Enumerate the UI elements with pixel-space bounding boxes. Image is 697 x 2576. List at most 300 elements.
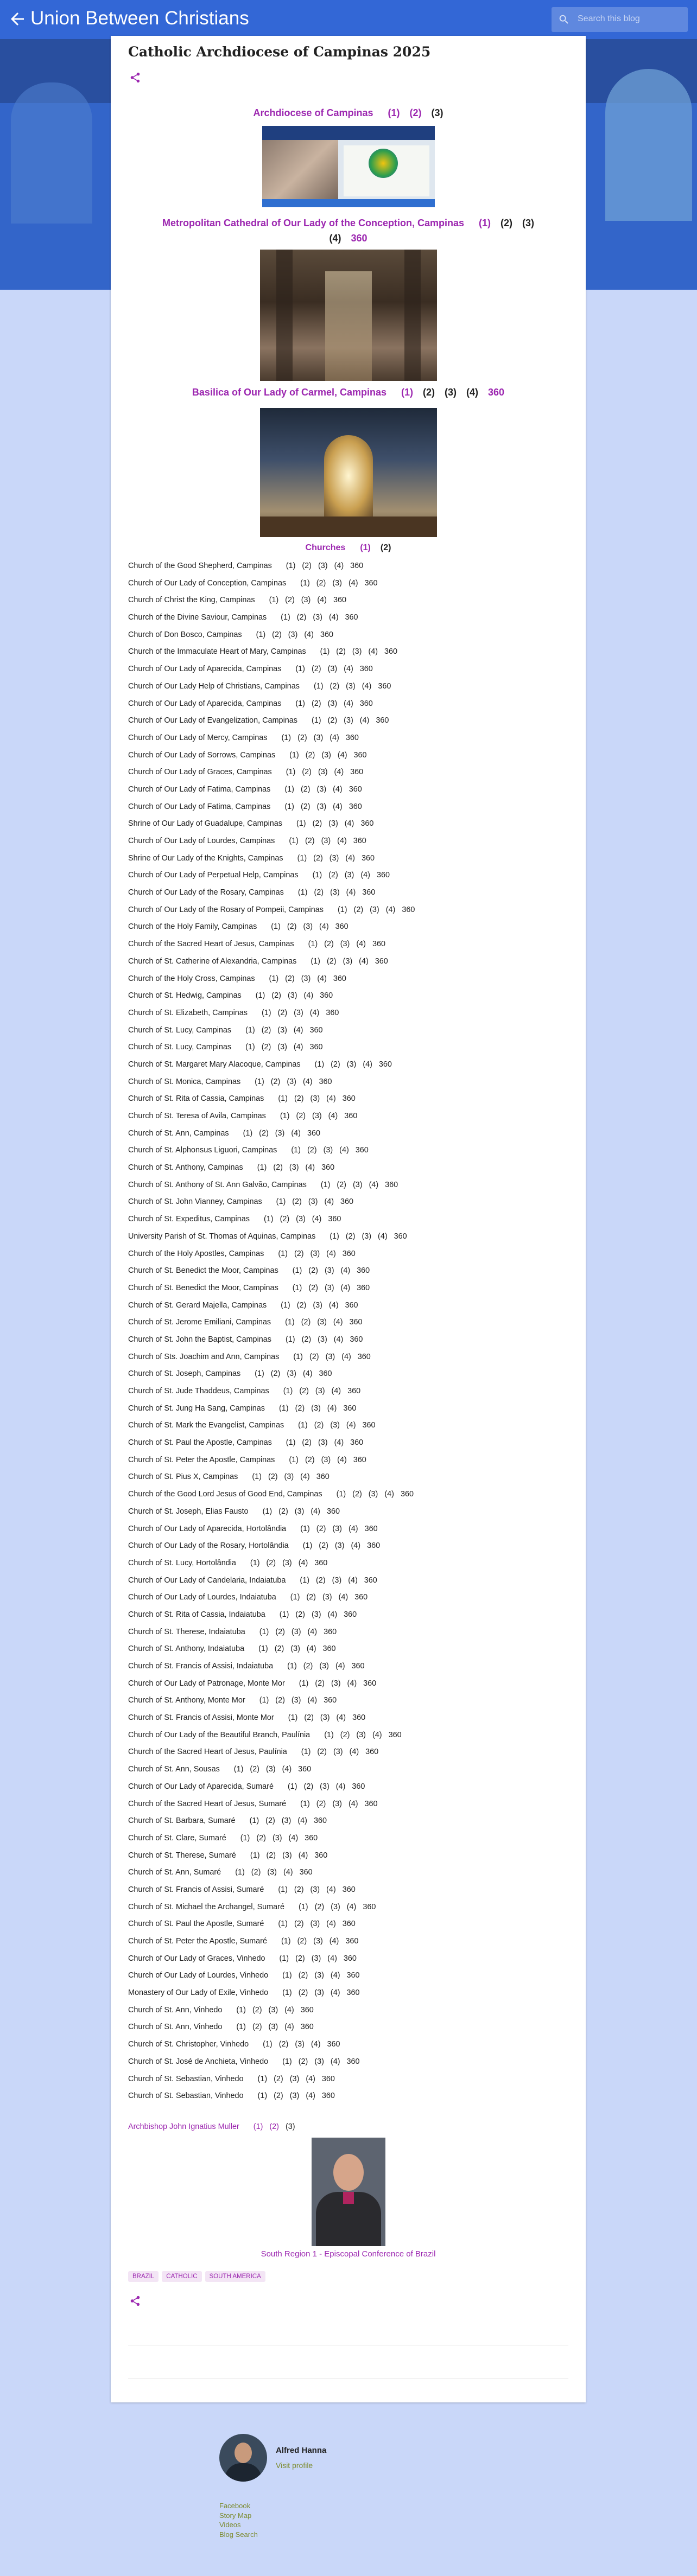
photo-ref: (3) <box>370 905 379 914</box>
photo-ref: (1) <box>271 922 281 932</box>
photo-ref: (1) <box>285 1335 295 1344</box>
photo-ref: (2) <box>298 1971 308 1980</box>
photo-link-2[interactable]: (2) <box>409 107 422 118</box>
photo-ref: (1) <box>283 1387 293 1395</box>
archbishop-portrait[interactable] <box>312 2138 385 2246</box>
photo-ref: (3) <box>368 1490 378 1499</box>
photo-ref: (4) <box>346 1421 356 1430</box>
list-item <box>128 799 573 816</box>
photo-link-1[interactable]: (1) <box>401 387 414 398</box>
photo-ref: (2) <box>314 1902 325 1911</box>
photo-ref: (1) <box>276 1197 286 1207</box>
list-item <box>128 815 573 833</box>
photo-ref: (2) <box>265 1816 275 1826</box>
photo-ref: (1) <box>236 2005 246 2014</box>
photo-ref: (2) <box>307 1146 317 1155</box>
photo-nave <box>325 271 372 381</box>
church-name: Shrine of Our Lady of Guadalupe, Campinas <box>128 819 282 828</box>
photo-ref: (4) <box>334 768 344 777</box>
tour-360-ref: 360 <box>350 1438 364 1448</box>
tour-360-ref: 360 <box>385 1180 398 1189</box>
photo-ref: (4) <box>385 905 396 914</box>
list-item <box>128 1521 573 1538</box>
list-item <box>128 1589 573 1606</box>
profile-links <box>219 2501 258 2539</box>
photo-ref: (2) <box>295 1610 305 1619</box>
tour-360-ref: 360 <box>333 596 346 605</box>
list-item <box>128 1074 573 1091</box>
tour-360-ref: 360 <box>355 1146 369 1155</box>
photo-ref: (2) <box>297 1937 307 1946</box>
photo-ref: (3) <box>321 837 331 845</box>
photo-ref: (2) <box>296 1300 307 1310</box>
tour-360-ref: 360 <box>327 2040 340 2049</box>
hero-decoration-left <box>11 82 92 224</box>
photo-ref: (4) <box>337 1455 347 1464</box>
photo-ref: (1) <box>263 1215 274 1224</box>
church-name: Church of Christ the King, Campinas <box>128 596 255 605</box>
photo-ref: (1) <box>284 785 294 794</box>
photo-column-left <box>276 250 293 381</box>
archbishop-link[interactable]: Archbishop John Ignatius Muller <box>128 2122 239 2131</box>
tour-360-ref: 360 <box>299 1868 313 1877</box>
photo-ref: (4) <box>309 1008 320 1017</box>
tour-360-ref: 360 <box>364 578 378 588</box>
list-item <box>128 1538 573 1555</box>
visit-profile-link[interactable]: Visit profile <box>276 2461 313 2470</box>
nav-link-facebook[interactable]: Facebook <box>219 2502 251 2510</box>
tour-360-ref: 360 <box>354 1593 368 1602</box>
photo-ref: (2) <box>275 1696 285 1705</box>
tour-360-ref: 360 <box>378 681 391 691</box>
photo-ref: (2) <box>266 1558 276 1567</box>
photo-ref: (4) <box>348 1576 358 1585</box>
photo-ref: (2) <box>311 665 321 674</box>
photo-ref: (4) <box>298 1558 308 1567</box>
section-link-basilica[interactable]: Basilica of Our Lady of Carmel, Campinas <box>192 387 387 398</box>
list-item <box>128 833 573 850</box>
photo-ref: (1) <box>324 1730 334 1739</box>
photo-ref: (1) <box>281 1300 290 1310</box>
photo-ref: (4) <box>344 665 353 674</box>
photo-ref: (2) <box>304 1713 314 1723</box>
tour-360-ref: 360 <box>342 1885 356 1894</box>
list-item <box>128 1091 573 1108</box>
photo-ref: (1) <box>252 1472 262 1482</box>
tour-360-ref: 360 <box>359 699 373 708</box>
photo-ref: (1) <box>258 1644 268 1654</box>
list-item <box>128 764 573 781</box>
share-icon[interactable] <box>129 2295 141 2307</box>
photo-ref: (3) <box>327 699 338 708</box>
photo-ref: (2) <box>252 2023 262 2032</box>
tour-360-ref: 360 <box>305 1833 318 1842</box>
photo-ref: (4) <box>328 1112 338 1120</box>
church-name: Church of St. Joseph, Campinas <box>128 1369 241 1379</box>
photo-ref: (3) <box>295 2040 305 2049</box>
photo-ref: (2) <box>319 1541 328 1551</box>
photo-ref: (2) <box>278 1507 288 1516</box>
photo-ref: (3) <box>318 1335 327 1344</box>
photo-ref: (2) <box>292 1197 302 1207</box>
photo-ref: (3) <box>340 940 350 949</box>
photo-ref: (4) <box>368 647 378 656</box>
photo-ref: (1) <box>314 1060 325 1069</box>
photo-ref: (3) <box>316 785 327 794</box>
photo-ref: (4) <box>317 974 327 983</box>
list-item <box>128 1710 573 1727</box>
photo-ref: (4) <box>356 940 366 949</box>
photo-ref: (3) <box>318 1438 328 1448</box>
photo-ref: (4) <box>302 1369 313 1379</box>
list-item <box>128 1692 573 1710</box>
church-name: Church of the Sacred Heart of Jesus, Campinas <box>128 940 294 949</box>
tour-360-ref: 360 <box>363 1679 377 1688</box>
list-item <box>128 1830 573 1847</box>
photo-ref: (4) <box>346 888 356 897</box>
photo-ref: (1) <box>278 1249 288 1258</box>
church-name: Church of Don Bosco, Campinas <box>128 630 242 639</box>
list-item <box>128 987 573 1005</box>
photo-ref: (3) <box>325 1352 335 1361</box>
photo-ref: (4) <box>317 596 327 605</box>
photo-ref: (4) <box>306 2074 315 2083</box>
tour-360-ref: 360 <box>314 1558 328 1567</box>
church-name: Church of St. Anthony of St. Ann Galvão, Campinas <box>128 1180 307 1189</box>
photo-ref: (3) <box>287 1077 296 1086</box>
list-item <box>128 1624 573 1641</box>
photo-ref: (3) <box>321 1455 331 1464</box>
tour-360-ref: 360 <box>321 2092 335 2101</box>
photo-ref: (3) <box>308 1197 318 1207</box>
photo-ref: (1) <box>286 562 296 570</box>
tour-360-ref: 360 <box>357 1352 371 1361</box>
portrait-collar <box>343 2192 354 2204</box>
photo-ref: (4) <box>297 1816 307 1826</box>
photo-ref: (1) <box>250 1558 260 1567</box>
list-item <box>128 884 573 902</box>
photo-ref: (3) <box>312 1112 322 1120</box>
photo-ref: (3) <box>328 819 338 828</box>
photo-link-2[interactable]: (2) <box>269 2122 279 2131</box>
list-item <box>128 1280 573 1297</box>
cathedral-interior-photo[interactable] <box>260 250 437 381</box>
list-item <box>128 936 573 953</box>
list-item <box>128 661 573 678</box>
label-chip[interactable]: SOUTH AMERICA <box>205 2271 265 2282</box>
archdiocese-website-image[interactable] <box>262 126 435 207</box>
photo-link-1[interactable]: (1) <box>388 107 400 118</box>
photo-ref-4: (4) <box>329 233 341 244</box>
photo-ref: (1) <box>336 1490 346 1499</box>
photo-ref: (3) <box>320 1782 330 1791</box>
list-item <box>128 1761 573 1778</box>
photo-ref: (1) <box>282 2057 292 2066</box>
photo-ref: (2) <box>302 768 312 777</box>
photo-ref: (4) <box>378 1232 388 1241</box>
tour-360-ref: 360 <box>344 1112 358 1120</box>
profile-name[interactable]: Alfred Hanna <box>276 2446 327 2455</box>
church-name: Church of St. Jude Thaddeus, Campinas <box>128 1387 269 1395</box>
section-link-cathedral[interactable]: Metropolitan Cathedral of Our Lady of the Conception, Campinas <box>162 218 465 228</box>
tour-360-ref: 360 <box>394 1232 407 1241</box>
photo-ref: (3) <box>288 630 298 639</box>
church-name: Church of St. Therese, Sumaré <box>128 1851 236 1860</box>
tour-360-ref: 360 <box>346 1988 360 1998</box>
label-chip[interactable]: BRAZIL <box>128 2271 159 2282</box>
hero-decoration-right <box>605 69 692 221</box>
church-name: Church of Our Lady of Lourdes, Vinhedo <box>128 1971 269 1980</box>
photo-ref: (3) <box>332 1799 342 1808</box>
tour-360-link[interactable]: 360 <box>488 387 505 398</box>
tour-360-ref: 360 <box>351 1662 365 1670</box>
church-name: Church of Our Lady of Graces, Campinas <box>128 768 272 777</box>
church-name: Church of Our Lady of the Rosary, Campinas <box>128 888 284 897</box>
photo-ref: (3) <box>322 1593 332 1602</box>
photo-ref: (2) <box>328 871 338 880</box>
church-name: Church of Our Lady of Lourdes, Campinas <box>128 837 275 845</box>
share-icon[interactable] <box>129 72 141 84</box>
photo-ref: (2) <box>309 1352 319 1361</box>
church-name: Church of St. Monica, Campinas <box>128 1077 241 1086</box>
photo-ref: (1) <box>296 819 306 828</box>
avatar-face <box>235 2443 252 2463</box>
photo-ref: (4) <box>348 1799 358 1808</box>
church-name: Church of St. Peter the Apostle, Sumaré <box>128 1937 267 1946</box>
photo-ref: (4) <box>333 1335 344 1344</box>
photo-pews <box>260 517 437 537</box>
list-item <box>128 1675 573 1693</box>
photo-ref: (3) <box>301 596 311 605</box>
photo-ref: (2) <box>330 681 340 691</box>
search-icon[interactable] <box>558 14 570 25</box>
nav-link-videos[interactable]: Videos <box>219 2521 241 2529</box>
photo-ref: (1) <box>255 1077 264 1086</box>
photo-ref: (2) <box>315 1679 325 1688</box>
photo-ref: (3) <box>323 1146 333 1155</box>
photo-ref: (4) <box>300 1472 310 1482</box>
photo-ref: (2) <box>331 1060 340 1069</box>
tour-360-ref: 360 <box>360 819 374 828</box>
photo-ref: (3) <box>294 1507 305 1516</box>
photo-ref: (1) <box>259 1627 269 1636</box>
nav-link-story-map[interactable]: Story Map <box>219 2511 252 2520</box>
photo-ref: (3) <box>321 750 331 760</box>
tour-360-ref: 360 <box>349 1318 363 1327</box>
photo-ref: (3) <box>346 1060 357 1069</box>
photo-ref: (2) <box>250 1765 259 1774</box>
church-name: Church of St. Mark the Evangelist, Campinas <box>128 1421 284 1430</box>
church-name: Church of the Good Lord Jesus of Good End, Campinas <box>128 1490 322 1499</box>
list-item <box>128 1125 573 1143</box>
list-item <box>128 1796 573 1813</box>
list-item <box>128 1882 573 1899</box>
photo-ref: (3) <box>329 853 339 863</box>
tour-360-ref: 360 <box>400 1490 414 1499</box>
photo-ref: (1) <box>299 1679 309 1688</box>
list-item <box>128 1813 573 1830</box>
photo-ref: (3) <box>327 665 338 674</box>
photo-ref: (2) <box>296 613 307 622</box>
photo-ref: (4) <box>340 1283 351 1292</box>
photo-ref: (1) <box>281 733 292 742</box>
church-name: Church of St. Barbara, Sumaré <box>128 1816 236 1826</box>
photo-ref: (3) <box>344 871 354 880</box>
church-name: Church of the Holy Apostles, Campinas <box>128 1249 264 1258</box>
list-item <box>128 1503 573 1521</box>
list-item <box>128 747 573 764</box>
back-arrow-icon[interactable] <box>8 9 27 29</box>
church-name: Church of St. Paul the Apostle, Campinas <box>128 1438 272 1448</box>
church-name: Church of St. Peter the Apostle, Campinas <box>128 1455 275 1464</box>
photo-ref: (4) <box>284 2023 294 2032</box>
search-input[interactable]: Search this blog <box>578 14 640 23</box>
church-name: Church of Our Lady of Candelaria, Indaiatuba <box>128 1576 286 1585</box>
church-name: Church of St. Hedwig, Campinas <box>128 991 242 1000</box>
list-item <box>128 1349 573 1366</box>
church-name: Church of St. Ann, Sumaré <box>128 1868 221 1877</box>
list-item <box>128 2002 573 2019</box>
photo-ref: (3) <box>268 2023 278 2032</box>
church-name: Church of Our Lady of Evangelization, Campinas <box>128 716 297 725</box>
photo-ref: (1) <box>236 2023 246 2032</box>
tour-360-ref: 360 <box>361 853 375 863</box>
photo-ref: (1) <box>320 1180 331 1189</box>
list-item <box>128 1864 573 1882</box>
photo-ref: (1) <box>256 630 266 639</box>
tour-360-ref: 360 <box>313 1816 327 1826</box>
church-name: Church of Our Lady of Lourdes, Indaiatuba <box>128 1593 276 1602</box>
photo-ref: (2) <box>295 1404 305 1413</box>
tour-360-ref: 360 <box>319 1369 332 1379</box>
church-name: Church of St. Benedict the Moor, Campinas <box>128 1283 278 1292</box>
church-name: Church of Our Lady of Fatima, Campinas <box>128 785 271 794</box>
avatar[interactable] <box>219 2434 267 2482</box>
region-link[interactable]: South Region 1 - Episcopal Conference of Brazil <box>261 2249 436 2259</box>
photo-ref: (2) <box>308 1266 318 1276</box>
tour-360-ref: 360 <box>350 1335 363 1344</box>
photo-ref: (3) <box>346 681 356 691</box>
photo-ref: (3) <box>313 1300 322 1310</box>
tour-360-ref: 360 <box>364 1799 378 1808</box>
photo-ref: (2) <box>353 905 364 914</box>
list-item <box>128 1486 573 1503</box>
photo-ref: (2) <box>294 1249 304 1258</box>
photo-ref: (2) <box>302 1438 312 1448</box>
tour-360-ref: 360 <box>357 1266 370 1276</box>
tour-360-ref: 360 <box>362 1421 376 1430</box>
photo-ref: (4) <box>326 1249 336 1258</box>
photo-ref: (4) <box>311 1507 320 1516</box>
section-link-churches[interactable]: Churches <box>305 543 346 552</box>
photo-ref: (3) <box>301 974 311 983</box>
photo-link-1[interactable]: (1) <box>253 2122 263 2131</box>
tour-360-ref: 360 <box>372 940 385 949</box>
photo-ref: (2) <box>337 1180 346 1189</box>
church-name: Church of St. Benedict the Moor, Campinas <box>128 1266 278 1276</box>
tour-360-ref: 360 <box>384 647 398 656</box>
photo-ref: (2) <box>261 1025 271 1035</box>
church-name: Church of St. Ann, Vinhedo <box>128 2023 223 2032</box>
tour-360-ref: 360 <box>345 1300 358 1310</box>
photo-ref: (3) <box>310 1885 320 1894</box>
photo-ref: (3) <box>332 578 342 588</box>
photo-ref: (2) <box>313 853 323 863</box>
photo-ref: (1) <box>297 853 307 863</box>
photo-ref: (3) <box>315 1387 325 1395</box>
photo-ref: (3) <box>332 1576 342 1585</box>
photo-ref: (1) <box>284 802 294 811</box>
photo-link-1[interactable]: (1) <box>360 543 371 552</box>
church-name: Church of St. Ann, Vinhedo <box>128 2005 223 2014</box>
photo-ref: (3) <box>277 1025 287 1035</box>
photo-link-1[interactable]: (1) <box>479 218 491 228</box>
list-item <box>128 1039 573 1056</box>
church-name: Church of St. Alphonsus Liguori, Campinas <box>128 1146 277 1155</box>
photo-ref: (2) <box>259 1128 269 1138</box>
list-item <box>128 1899 573 1916</box>
church-name: Church of St. Gerard Majella, Campinas <box>128 1300 267 1310</box>
nav-link-blog-search[interactable]: Blog Search <box>219 2530 258 2539</box>
photo-ref: (1) <box>311 716 321 725</box>
photo-ref: (1) <box>259 1696 269 1705</box>
portrait-face <box>333 2154 364 2191</box>
list-item <box>128 1383 573 1400</box>
section-cathedral <box>111 215 586 231</box>
photo-ref: (3) <box>289 2074 300 2083</box>
photo-ref: (1) <box>300 578 310 588</box>
list-item <box>128 1555 573 1572</box>
photo-ref: (2) <box>274 1644 284 1654</box>
photo-ref: (4) <box>348 578 358 588</box>
photo-ref: (2) <box>316 1799 326 1808</box>
tour-360-ref: 360 <box>375 957 388 966</box>
photo-ref: (2) <box>301 1318 311 1327</box>
tour-360-link[interactable]: 360 <box>351 233 367 244</box>
app-bar <box>0 0 697 39</box>
photo-ref: (2) <box>272 630 282 639</box>
search-box[interactable] <box>552 7 688 32</box>
image-footer-strip <box>262 199 435 207</box>
photo-ref: (1) <box>293 1352 303 1361</box>
photo-ref: (2) <box>308 1283 318 1292</box>
tour-360-ref: 360 <box>350 562 364 570</box>
section-link-archdiocese[interactable]: Archdiocese of Campinas <box>253 107 373 118</box>
photo-ref: (1) <box>308 940 318 949</box>
photo-ref: (1) <box>313 681 324 691</box>
section-churches <box>111 540 586 556</box>
photo-ref: (1) <box>257 2092 268 2101</box>
tour-360-ref: 360 <box>321 1163 335 1172</box>
photo-ref: (4) <box>304 630 314 639</box>
list-item <box>128 1606 573 1624</box>
label-chip[interactable]: CATHOLIC <box>162 2271 201 2282</box>
blog-title[interactable]: Union Between Christians <box>30 8 249 29</box>
photo-ref: (2) <box>305 837 315 845</box>
church-name: Church of St. Christopher, Vinhedo <box>128 2040 249 2049</box>
church-name: Church of Our Lady of Patronage, Monte Mor <box>128 1679 285 1688</box>
photo-ref: (2) <box>317 1748 327 1757</box>
basilica-interior-photo[interactable] <box>260 408 437 537</box>
list-item <box>128 609 573 627</box>
photo-ref: (1) <box>300 1799 310 1808</box>
list-item <box>128 1847 573 1865</box>
tour-360-ref: 360 <box>316 1472 330 1482</box>
photo-ref: (1) <box>282 1971 292 1980</box>
photo-ref: (1) <box>282 1988 292 1998</box>
photo-ref: (3) <box>310 1094 320 1104</box>
church-name: Shrine of Our Lady of the Knights, Campinas <box>128 853 283 863</box>
